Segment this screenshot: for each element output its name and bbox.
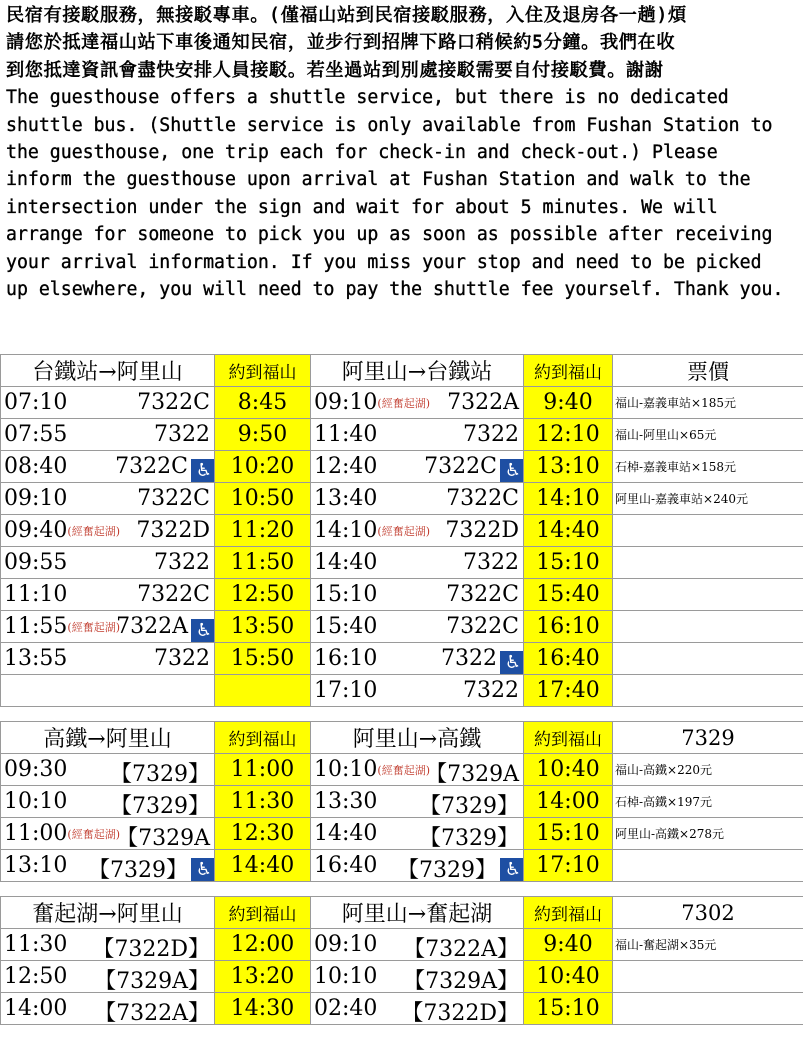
departure-cell: [311, 419, 524, 451]
route-number: 7322C: [137, 390, 210, 415]
fare-note: 阿里山-嘉義車站×240元: [613, 483, 803, 515]
schedule-row: [1, 786, 803, 818]
arrive-fushan-time: 13:50: [215, 611, 311, 643]
fare-note: 阿里山-高鐵×278元: [613, 818, 803, 850]
route-number: 7322C: [137, 486, 210, 511]
departure-time: [314, 678, 377, 703]
arrive-fushan-time: 9:40: [524, 387, 613, 419]
arrive-heading: 約到福山: [524, 722, 613, 754]
departure-time: [314, 390, 430, 415]
departure-time: [314, 853, 377, 878]
fare-note: 石棹-嘉義車站×158元: [613, 451, 803, 483]
accessible-slot: [191, 614, 215, 643]
departure-time: [314, 932, 377, 957]
route-number: 【7329A】: [403, 969, 519, 993]
section-gap: [1, 707, 803, 722]
accessible-slot: [500, 853, 524, 882]
accessible-slot: [191, 853, 215, 882]
arrive-fushan-time: 14:30: [215, 993, 311, 1025]
departure-cell: [1, 818, 215, 850]
arrive-fushan-time: 10:40: [524, 961, 613, 993]
departure-cell: [1, 611, 215, 643]
route-number: 【7329】: [419, 826, 519, 850]
gap-cell: [613, 707, 803, 722]
intro-en-line: shuttle bus. (Shuttle service is only available from Fushan Station to: [6, 114, 773, 136]
departure-time: [314, 964, 377, 989]
departure-cell: [1, 754, 215, 786]
route-number: 7322D: [445, 518, 519, 543]
section-gap: [1, 882, 803, 897]
arrive-fushan-time: 8:45: [215, 387, 311, 419]
fare-note: 福山-阿里山×65元: [613, 419, 803, 451]
accessible-slot: [500, 454, 524, 483]
departure-time: [314, 550, 377, 575]
arrive-fushan-time: [215, 675, 311, 707]
departure-time: [314, 757, 430, 782]
fare-note: [613, 993, 803, 1025]
departure-cell: [1, 786, 215, 818]
departure-time: [4, 757, 67, 782]
via-fenqihu-note: (經奮起湖): [377, 397, 430, 410]
intro-zh-line: 到您抵達資訊會盡快安排人員接駁。若坐過站到別處接駁需要自付接駁費。謝謝: [6, 59, 664, 81]
price-heading: 7329: [613, 722, 803, 754]
departure-cell: [311, 675, 524, 707]
departure-time: [314, 789, 377, 814]
price-heading: 7302: [613, 897, 803, 929]
departure-cell: [311, 929, 524, 961]
via-fenqihu-note: (經奮起湖): [67, 828, 120, 841]
departure-time: [4, 614, 120, 639]
schedule-row: [1, 387, 803, 419]
departure-cell: [311, 643, 524, 675]
arrive-fushan-time: 11:50: [215, 547, 311, 579]
schedule-row: [1, 611, 803, 643]
route-number: 【7329】: [88, 858, 188, 882]
departure-cell: [311, 611, 524, 643]
departure-time-text: 08:40: [4, 454, 68, 479]
departure-time: [4, 550, 67, 575]
departure-time: [314, 582, 377, 607]
departure-time-text: 13:40: [314, 486, 378, 511]
arrive-fushan-time: 14:40: [215, 850, 311, 882]
intro-en-line: intersection under the sign and wait for about 5 minutes. We will: [6, 196, 718, 218]
route-number: 【7322D】: [92, 937, 210, 961]
departure-time: [314, 821, 377, 846]
departure-time-text: 14:40: [314, 821, 378, 846]
departure-time-text: 11:00: [4, 821, 68, 846]
departure-time: [4, 853, 67, 878]
schedule-row: [1, 929, 803, 961]
route-number: 【7329A: [116, 826, 210, 850]
departure-cell: [1, 929, 215, 961]
departure-time: [314, 518, 430, 543]
departure-time-text: 14:00: [4, 996, 68, 1021]
intro-zh-line: 請您於抵達福山站下車後通知民宿，並步行到招牌下路口稍候約5分鐘。我們在收: [6, 32, 676, 54]
departure-cell: [1, 387, 215, 419]
departure-time-text: 16:10: [314, 646, 378, 671]
departure-time: [4, 486, 67, 511]
departure-time-text: 15:40: [314, 614, 378, 639]
fare-note: 福山-奮起湖×35元: [613, 929, 803, 961]
route-heading-return: 阿里山→台鐵站: [311, 355, 524, 387]
departure-cell: [311, 579, 524, 611]
fare-note: 福山-高鐵×220元: [613, 754, 803, 786]
departure-time-text: 09:30: [4, 757, 68, 782]
departure-time-text: 14:40: [314, 550, 378, 575]
departure-time-text: 12:50: [4, 964, 68, 989]
route-heading-outbound: 高鐵→阿里山: [1, 722, 215, 754]
arrive-fushan-time: 9:50: [215, 419, 311, 451]
departure-time-text: 09:10: [314, 932, 378, 957]
schedule-row: [1, 547, 803, 579]
arrive-heading: 約到福山: [524, 355, 613, 387]
section-header: [1, 355, 803, 387]
route-number: 7322C: [115, 454, 188, 479]
departure-time-text: 10:10: [314, 964, 378, 989]
route-number: 【7329】: [397, 858, 497, 882]
route-number: 【7322D】: [401, 1001, 519, 1025]
fare-note: [613, 611, 803, 643]
fare-note: [613, 579, 803, 611]
departure-cell: [1, 675, 215, 707]
departure-cell: [1, 515, 215, 547]
route-number: 7322: [463, 550, 519, 575]
arrive-heading: 約到福山: [215, 897, 311, 929]
fare-note: [613, 850, 803, 882]
departure-time: [314, 454, 377, 479]
departure-time-text: 09:10: [4, 486, 68, 511]
departure-time: [4, 996, 67, 1021]
departure-time-text: 11:40: [314, 422, 378, 447]
departure-cell: [1, 419, 215, 451]
route-number: 【7329】: [110, 794, 210, 818]
bus-schedule-table: [0, 354, 803, 1025]
departure-time-text: 11:30: [4, 932, 68, 957]
section-header: [1, 897, 803, 929]
route-number: 7322: [154, 422, 210, 447]
departure-time: [4, 422, 67, 447]
route-heading-return: 阿里山→高鐵: [311, 722, 524, 754]
departure-time: [4, 821, 120, 846]
gap-cell: [1, 882, 215, 897]
schedule-row: [1, 993, 803, 1025]
gap-cell: [311, 882, 524, 897]
departure-cell: [311, 483, 524, 515]
departure-cell: [311, 547, 524, 579]
wheelchair-icon: ♿: [500, 858, 524, 882]
price-heading: 票價: [613, 355, 803, 387]
arrive-fushan-time: 14:40: [524, 515, 613, 547]
arrive-fushan-time: 10:20: [215, 451, 311, 483]
arrive-heading: 約到福山: [215, 722, 311, 754]
gap-cell: [311, 707, 524, 722]
departure-time-text: 02:40: [314, 996, 378, 1021]
departure-cell: [1, 579, 215, 611]
departure-cell: [311, 850, 524, 882]
arrive-fushan-time: 15:10: [524, 993, 613, 1025]
route-number: 【7322A】: [94, 1001, 210, 1025]
schedule-row: [1, 850, 803, 882]
intro-notice: [6, 2, 801, 303]
departure-time-text: 10:10: [314, 757, 378, 782]
departure-time: [4, 964, 67, 989]
arrive-fushan-time: 17:10: [524, 850, 613, 882]
arrive-fushan-time: 12:10: [524, 419, 613, 451]
route-number: 7322A: [116, 614, 188, 639]
arrive-fushan-time: 12:00: [215, 929, 311, 961]
departure-time-text: 16:40: [314, 853, 378, 878]
route-number: 7322C: [137, 582, 210, 607]
arrive-fushan-time: 14:10: [524, 483, 613, 515]
departure-cell: [1, 451, 215, 483]
departure-time-text: 15:10: [314, 582, 378, 607]
departure-time: [314, 646, 377, 671]
departure-cell: [311, 818, 524, 850]
gap-cell: [215, 707, 311, 722]
departure-cell: [311, 754, 524, 786]
accessible-slot: [500, 646, 524, 675]
fare-note: [613, 547, 803, 579]
departure-cell: [311, 387, 524, 419]
arrive-heading: 約到福山: [215, 355, 311, 387]
intro-en-line: up elsewhere, you will need to pay the shuttle fee yourself. Thank you.: [6, 279, 784, 301]
schedule-row: [1, 419, 803, 451]
departure-cell: [1, 993, 215, 1025]
arrive-fushan-time: 9:40: [524, 929, 613, 961]
route-number: 7322C: [446, 614, 519, 639]
route-number: 7322C: [446, 582, 519, 607]
intro-en-line: The guesthouse offers a shuttle service, but there is no dedicated: [6, 87, 729, 109]
departure-time: [314, 486, 377, 511]
route-heading-outbound: 台鐵站→阿里山: [1, 355, 215, 387]
departure-cell: [1, 547, 215, 579]
wheelchair-icon: ♿: [191, 459, 215, 483]
gap-cell: [613, 882, 803, 897]
departure-time-text: 13:30: [314, 789, 378, 814]
departure-time: [4, 454, 67, 479]
departure-time-text: 09:10: [314, 390, 378, 415]
departure-time: [314, 614, 377, 639]
departure-time: [314, 996, 377, 1021]
route-heading-return: 阿里山→奮起湖: [311, 897, 524, 929]
fare-note: 福山-嘉義車站×185元: [613, 387, 803, 419]
gap-cell: [215, 882, 311, 897]
departure-time-text: 17:10: [314, 678, 378, 703]
departure-cell: [1, 961, 215, 993]
intro-en-line: your arrival information. If you miss your stop and need to be picked: [6, 251, 762, 273]
schedule-row: [1, 754, 803, 786]
arrive-fushan-time: 15:10: [524, 547, 613, 579]
departure-time-text: 09:55: [4, 550, 68, 575]
departure-time-text: 09:40: [4, 518, 68, 543]
arrive-fushan-time: 15:10: [524, 818, 613, 850]
departure-cell: [311, 993, 524, 1025]
wheelchair-icon: ♿: [191, 619, 215, 643]
schedule-row: [1, 643, 803, 675]
route-number: 7322D: [136, 518, 210, 543]
route-number: 【7329A】: [94, 969, 210, 993]
intro-en-line: the guesthouse, one trip each for check-in and check-out.) Please: [6, 142, 718, 164]
schedule-row: [1, 818, 803, 850]
route-number: 7322C: [446, 486, 519, 511]
intro-en-line: arrange for someone to pick you up as soon as possible after receiving: [6, 224, 773, 246]
route-number: 7322A: [447, 390, 519, 415]
arrive-fushan-time: 16:40: [524, 643, 613, 675]
fare-note: [613, 675, 803, 707]
departure-time-text: 11:10: [4, 582, 68, 607]
arrive-fushan-time: 16:10: [524, 611, 613, 643]
route-number: 7322: [463, 678, 519, 703]
wheelchair-icon: ♿: [500, 459, 524, 483]
arrive-fushan-time: 15:40: [524, 579, 613, 611]
departure-cell: [1, 850, 215, 882]
route-number: 【7329A: [425, 762, 519, 786]
departure-cell: [1, 643, 215, 675]
schedule-row: [1, 515, 803, 547]
arrive-fushan-time: 12:50: [215, 579, 311, 611]
departure-time: [4, 390, 67, 415]
accessible-slot: [191, 454, 215, 483]
via-fenqihu-note: (經奮起湖): [377, 764, 430, 777]
fare-note: [613, 515, 803, 547]
departure-cell: [311, 451, 524, 483]
departure-time: [4, 582, 67, 607]
arrive-fushan-time: 11:00: [215, 754, 311, 786]
via-fenqihu-note: (經奮起湖): [67, 621, 120, 634]
gap-cell: [524, 707, 613, 722]
section-header: [1, 722, 803, 754]
schedule-row: [1, 961, 803, 993]
arrive-fushan-time: 13:20: [215, 961, 311, 993]
route-number: 7322: [154, 646, 210, 671]
departure-time: [4, 518, 120, 543]
route-number: 【7329】: [110, 762, 210, 786]
fare-note: [613, 961, 803, 993]
departure-time: [4, 646, 67, 671]
arrive-heading: 約到福山: [524, 897, 613, 929]
arrive-fushan-time: 10:40: [524, 754, 613, 786]
intro-zh-line: 民宿有接駁服務，無接駁專車。(僅福山站到民宿接駁服務，入住及退房各一趟)煩: [6, 5, 687, 26]
wheelchair-icon: ♿: [500, 651, 524, 675]
fare-note: 石棹-高鐵×197元: [613, 786, 803, 818]
schedule-row: [1, 451, 803, 483]
fare-note: [613, 643, 803, 675]
route-number: 7322C: [424, 454, 497, 479]
departure-time-text: 10:10: [4, 789, 68, 814]
gap-cell: [1, 707, 215, 722]
via-fenqihu-note: (經奮起湖): [377, 525, 430, 538]
route-number: 7322: [154, 550, 210, 575]
departure-time-text: 14:10: [314, 518, 378, 543]
route-heading-outbound: 奮起湖→阿里山: [1, 897, 215, 929]
route-number: 【7322A】: [403, 937, 519, 961]
route-number: 7322: [463, 422, 519, 447]
departure-time: [4, 789, 67, 814]
arrive-fushan-time: 15:50: [215, 643, 311, 675]
departure-time: [314, 422, 377, 447]
departure-cell: [1, 483, 215, 515]
route-number: 7322: [441, 646, 497, 671]
schedule-row: [1, 483, 803, 515]
intro-en-line: inform the guesthouse upon arrival at Fushan Station and walk to the: [6, 169, 751, 191]
arrive-fushan-time: 14:00: [524, 786, 613, 818]
departure-time-text: 11:55: [4, 614, 68, 639]
arrive-fushan-time: 13:10: [524, 451, 613, 483]
gap-cell: [524, 882, 613, 897]
departure-cell: [311, 515, 524, 547]
arrive-fushan-time: 17:40: [524, 675, 613, 707]
departure-time-text: 07:55: [4, 422, 68, 447]
arrive-fushan-time: 11:30: [215, 786, 311, 818]
arrive-fushan-time: 12:30: [215, 818, 311, 850]
via-fenqihu-note: (經奮起湖): [67, 525, 120, 538]
arrive-fushan-time: 11:20: [215, 515, 311, 547]
departure-time-text: 07:10: [4, 390, 68, 415]
arrive-fushan-time: 10:50: [215, 483, 311, 515]
route-number: 【7329】: [419, 794, 519, 818]
departure-cell: [311, 786, 524, 818]
schedule-row: [1, 579, 803, 611]
departure-time-text: 13:55: [4, 646, 68, 671]
departure-cell: [311, 961, 524, 993]
departure-time-text: 13:10: [4, 853, 68, 878]
wheelchair-icon: ♿: [191, 858, 215, 882]
departure-time-text: 12:40: [314, 454, 378, 479]
departure-time: [4, 932, 67, 957]
schedule-row: [1, 675, 803, 707]
